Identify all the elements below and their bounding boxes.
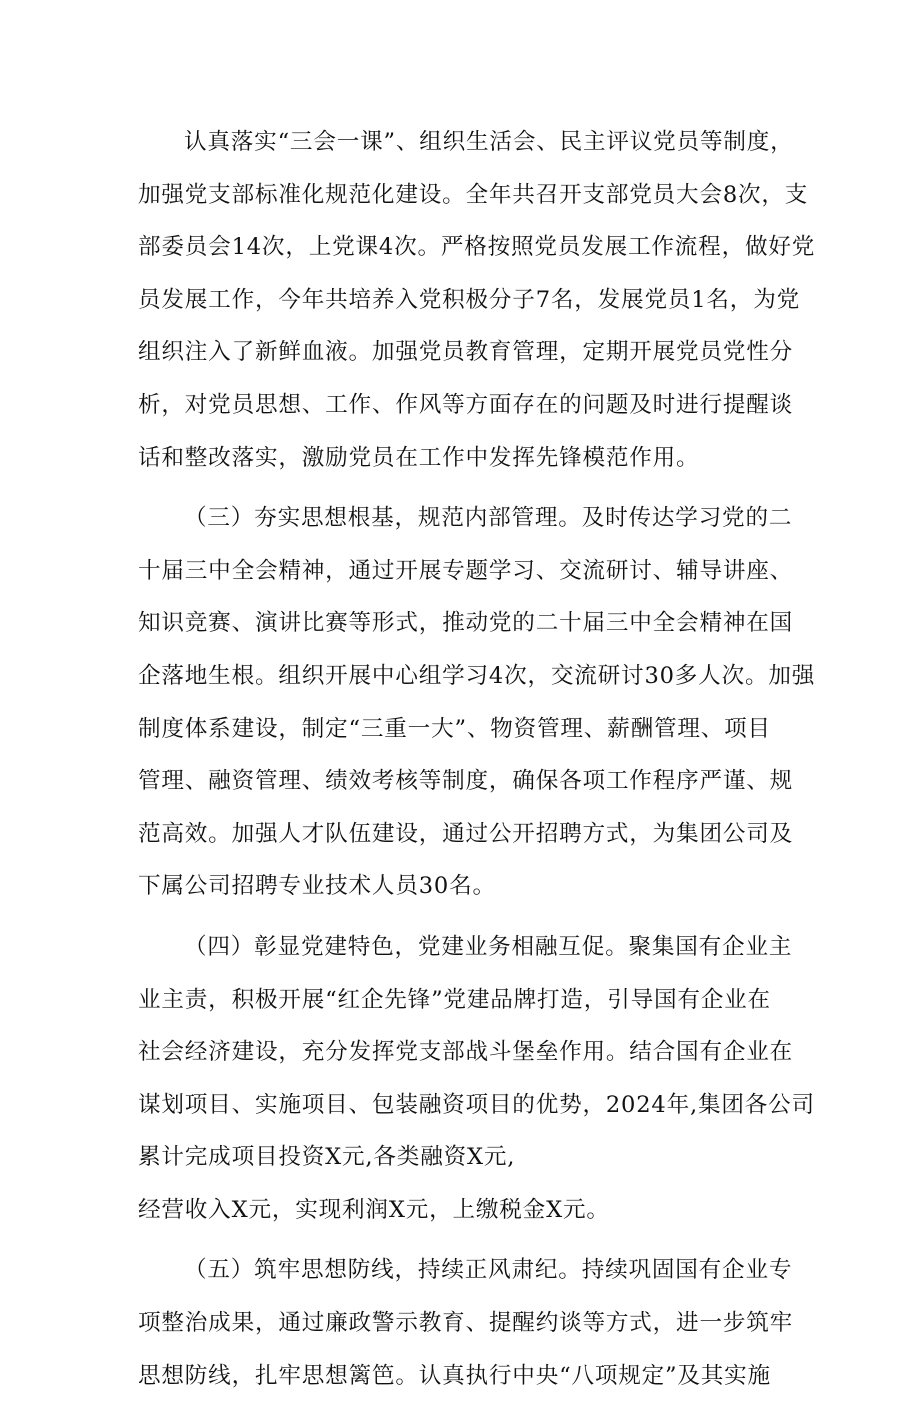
paragraph-2-line-7: 范高效。加强人才队伍建设，通过公开招聘方式，为集团公司及 (138, 820, 794, 847)
paragraph-2-line-3: 知识竞赛、演讲比赛等形式，推动党的二十届三中全会精神在国 (138, 610, 794, 637)
paragraph-2-line-5: 制度体系建设，制定“三重一大”、物资管理、薪酬管理、项目 (138, 715, 771, 742)
paragraph-1-line-3: 部委员会14次，上党课4次。严格按照党员发展工作流程，做好党 (138, 234, 816, 261)
paragraph-2-line-6: 管理、融资管理、绩效考核等制度，确保各项工作程序严谨、规 (138, 768, 794, 795)
paragraph-2-line-4: 企落地生根。组织开展中心组学习4次，交流研讨30多人次。加强 (138, 662, 816, 689)
paragraph-1-line-7: 话和整改落实，激励党员在工作中发挥先锋模范作用。 (138, 444, 700, 471)
paragraph-2-line-8: 下属公司招聘专业技术人员30名。 (138, 873, 496, 900)
paragraph-1-line-5: 组织注入了新鲜血液。加强党员教育管理，定期开展党员党性分 (138, 339, 794, 366)
paragraph-3-line-1: （四）彰显党建特色，党建业务相融互促。聚集国有企业主 (184, 933, 793, 960)
paragraph-4-line-1: （五）筑牢思想防线，持续正风肃纪。持续巩固国有企业专 (184, 1257, 793, 1284)
paragraph-3-line-5: 累计完成项目投资X元,各类融资X元, (138, 1144, 516, 1171)
paragraph-1-line-2: 加强党支部标准化规范化建设。全年共召开支部党员大会8次，支 (138, 181, 809, 208)
paragraph-1-line-4: 员发展工作，今年共培养入党积极分子7名，发展党员1名，为党 (138, 286, 800, 313)
paragraph-1-line-6: 析，对党员思想、工作、作风等方面存在的问题及时进行提醒谈 (138, 391, 794, 418)
paragraph-4-line-2: 项整治成果，通过廉政警示教育、提醒约谈等方式，进一步筑牢 (138, 1310, 794, 1337)
paragraph-4-line-3: 思想防线，扎牢思想篱笆。认真执行中央“八项规定”及其实施 (138, 1362, 771, 1389)
paragraph-3-line-2: 业主责，积极开展“红企先锋”党建品牌打造，引导国有企业在 (138, 986, 771, 1013)
paragraph-2-line-1: （三）夯实思想根基，规范内部管理。及时传达学习党的二 (184, 505, 793, 532)
paragraph-1-line-1: 认真落实“三会一课”、组织生活会、民主评议党员等制度， (184, 129, 794, 155)
paragraph-2-line-2: 十届三中全会精神，通过开展专题学习、交流研讨、辅导讲座、 (138, 557, 794, 584)
document-body (138, 116, 816, 1402)
paragraph-3-line-6: 经营收入X元，实现利润X元，上缴税金X元。 (138, 1196, 610, 1223)
paragraph-3-line-4: 谋划项目、实施项目、包装融资项目的优势，2024年,集团各公司 (138, 1091, 815, 1118)
paragraph-3-line-3: 社会经济建设，充分发挥党支部战斗堡垒作用。结合国有企业在 (138, 1039, 794, 1066)
